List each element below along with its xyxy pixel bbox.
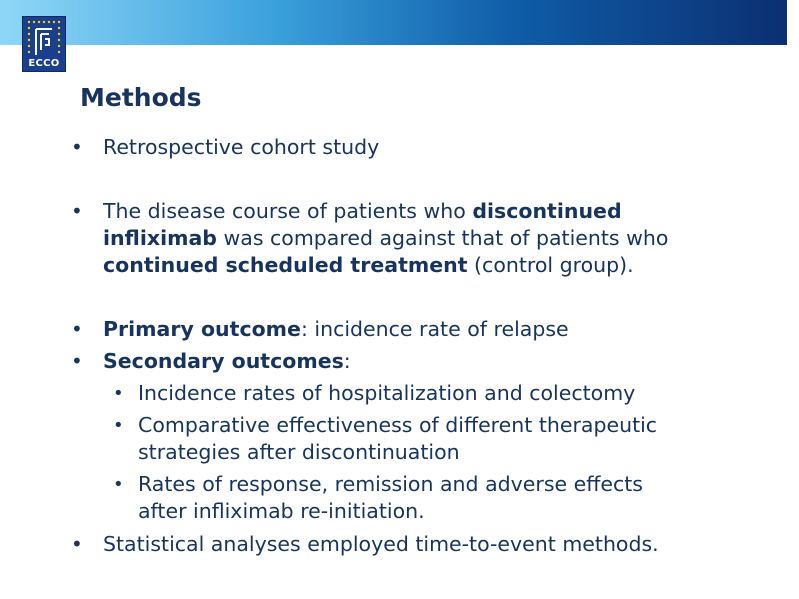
list-item-bold-text: infliximab bbox=[103, 226, 217, 250]
list-item-text: : bbox=[343, 349, 351, 373]
list-item-bold-text: continued scheduled treatment bbox=[103, 253, 468, 277]
list-item bbox=[103, 348, 351, 375]
sub-list-item-text: after infliximab re-initiation. bbox=[138, 499, 425, 523]
bullet-marker: • bbox=[71, 317, 83, 341]
list-item-bold-text: Primary outcome bbox=[103, 317, 301, 341]
sub-list-item bbox=[138, 412, 657, 439]
list-item-text: : incidence rate of relapse bbox=[300, 317, 569, 341]
bullet-marker: • bbox=[71, 349, 83, 373]
sub-list-item-text: Rates of response, remission and adverse effects bbox=[138, 472, 643, 496]
sub-bullet-marker: • bbox=[113, 383, 124, 404]
list-item-continuation bbox=[103, 252, 634, 279]
page-title: Methods bbox=[80, 83, 202, 112]
sub-bullet-marker: • bbox=[113, 415, 124, 436]
sub-list-item-text: strategies after discontinuation bbox=[138, 440, 460, 464]
bullet-marker: • bbox=[71, 532, 83, 556]
sub-list-item bbox=[138, 471, 643, 498]
list-item-bold-text: discontinued bbox=[472, 199, 622, 223]
list-item-text: Statistical analyses employed time-to-event methods. bbox=[103, 532, 659, 556]
bullet-marker: • bbox=[71, 135, 83, 159]
list-item bbox=[103, 134, 379, 161]
list-item-text: was compared against that of patients who bbox=[216, 226, 669, 250]
sub-list-item-text: Incidence rates of hospitalization and colectomy bbox=[138, 381, 636, 405]
list-item bbox=[103, 316, 569, 343]
list-item-text: Retrospective cohort study bbox=[103, 135, 380, 159]
sub-list-item-continuation bbox=[138, 498, 425, 525]
list-item bbox=[103, 198, 622, 225]
list-item-bold-text: Secondary outcomes bbox=[103, 349, 344, 373]
sub-list-item bbox=[138, 380, 635, 407]
bullet-marker: • bbox=[71, 199, 83, 223]
sub-list-item-continuation bbox=[138, 439, 460, 466]
sub-list-item-text: Comparative effectiveness of different therapeutic bbox=[138, 413, 658, 437]
list-item-text: (control group). bbox=[467, 253, 634, 277]
list-item-continuation bbox=[103, 225, 668, 252]
list-item-text: The disease course of patients who bbox=[103, 199, 473, 223]
list-item bbox=[103, 531, 659, 558]
sub-bullet-marker: • bbox=[113, 474, 124, 495]
logo-text: ECCO bbox=[28, 58, 60, 69]
